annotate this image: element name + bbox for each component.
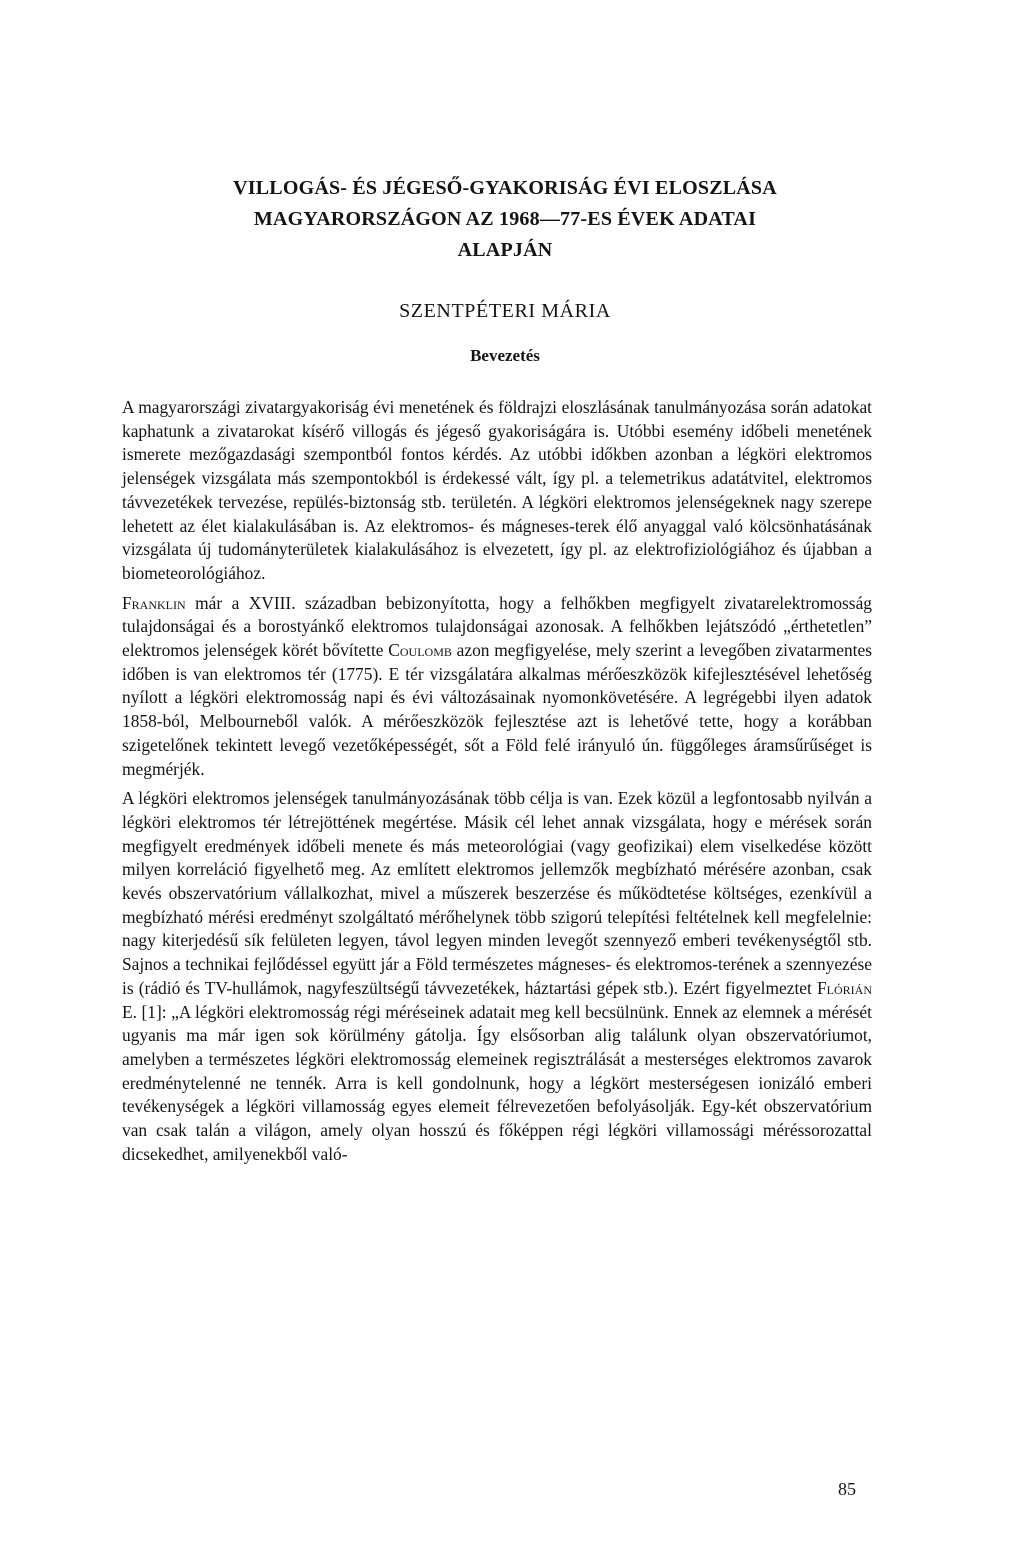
author-reference-franklin: Franklin [122, 592, 186, 613]
paragraph-3-text-1: A légköri elektromos jelenségek tanulmányozásának több célja is van. Ezek közül a legfontosabb nyilván a légköri elektromos tér létrejöttének megértése. Másik cél lehet annak vizsgálata, hogy e mérések során megfigyelt eredmények időbeli menete és más meteorológiai (vagy geofizikai) elem viselkedése között milyen korreláció figyelhető meg. Az említett elektromos jellemzők megbízható mérésére azonban, csak kevés obszervatórium vállalkozhat, mivel a műszerek beszerzése és működtetése költséges, ezenkívül a megbízható mérési eredményt szolgáltató mérőhelynek több szigorú telepítési feltételnek kell megfelelnie: nagy kiterjedésű sík felületen legyen, távol legyen minden levegőt szennyező emberi tevékenységtől stb. Sajnos a technikai fejlődéssel együtt jár a Föld természetes mágneses- és elektromos-terének a szennyezése is (rádió és TV-hullámok, nagyfeszültségű távvezetékek, háztartási gépek stb.). Ezért figyelmeztet [122, 788, 872, 998]
article-author: SZENTPÉTERI MÁRIA [399, 300, 611, 322]
section-heading: Bevezetés [470, 346, 540, 365]
paragraph-2-text-1: már a XVIII. században bebizonyította, hogy a felhőkben megfigyelt zivatarelektromosság tulajdonságai és a borostyánkő elektromos tulajdonságai azonosak. A felhőkben lejátszódó „érthetetlen” elektromos jelenségek körét bővítette [122, 592, 872, 661]
paragraph-3 [122, 787, 872, 1166]
author-reference-coulomb: Coulomb [388, 640, 452, 661]
paragraph-2 [122, 592, 872, 782]
paragraph-1: A magyarországi zivatargyakoriság évi menetének és földrajzi eloszlásának tanulmányozása során adatokat kaphatunk a zivatarokat kísérő villogás és jégeső gyakoriságára is. Utóbbi esemény időbeli menetének ismerete mezőgazdasági szempontból fontos kérdés. Az utóbbi időkben azonban a légköri elektromos jelenségek vizsgálata más szempontokból is érdekessé vált, így pl. a telemetrikus adatátvitel, elektromos távvezetékek tervezése, repülés-biztonság stb. területén. A légköri elektromos jelenségeknek nagy szerepe lehetett az élet kialakulásában is. Az elektromos- és mágneses-terek élő anyaggal való kölcsönhatásának vizsgálata új tudományterületek kialakulásához is elvezetett, így pl. az elektrofiziológiához és újabban a biometeorológiához. [122, 397, 872, 583]
author-reference-florian: Flórián [817, 977, 872, 998]
paragraph-3-text-2: E. [1]: „A légköri elektromosság régi méréseinek adatait meg kell becsülnünk. Ennek az elemnek a mérését ugyanis ma már igen sok körülmény gátolja. Így elsősorban alig találunk olyan obszervatóriumot, amelyben a természetes légköri elektromosság elemeinek regisztrálását a mesterséges elektromos zavarok eredménytelenné ne tennék. Arra is kell gondolnunk, hogy a légkört mesterségesen ionizáló emberi tevékenységek a légköri villamosság egyes elemeit félrevezetően befolyásolják. Egy-két obszervatórium van csak talán a világon, amely olyan hosszú és főképpen régi légköri villamossági méréssorozattal dicsekedhet, amilyenekből való- [122, 1001, 872, 1164]
article-title-line-1: VILLOGÁS- ÉS JÉGESŐ-GYAKORISÁG ÉVI ELOSZLÁSA [233, 177, 777, 199]
article-title-line-3: ALAPJÁN [457, 239, 553, 261]
page-number: 85 [838, 1479, 856, 1499]
article-title [120, 173, 890, 266]
paragraph-2-text-2: azon megfigyelése, mely szerint a levegőben zivatarmentes időben is van elektromos tér (1775). E tér vizsgálatára alkalmas mérőeszközök kifejlesztésével lehetőség nyílott a légköri elektromosság napi és évi változásainak nyomonkövetésére. A legrégebbi ilyen adatok 1858-ból, Melbourneből valók. A mérőeszközök fejlesztése azt is lehetővé tette, hogy a korábban szigetelőnek tekintett levegő vezetőképességét, sőt a Föld felé irányuló ún. függőleges áramsűrűséget is megmérjék. [122, 640, 872, 779]
article-title-line-2: MAGYARORSZÁGON AZ 1968—77-ES ÉVEK ADATAI [253, 208, 757, 230]
article-body [122, 396, 872, 1167]
